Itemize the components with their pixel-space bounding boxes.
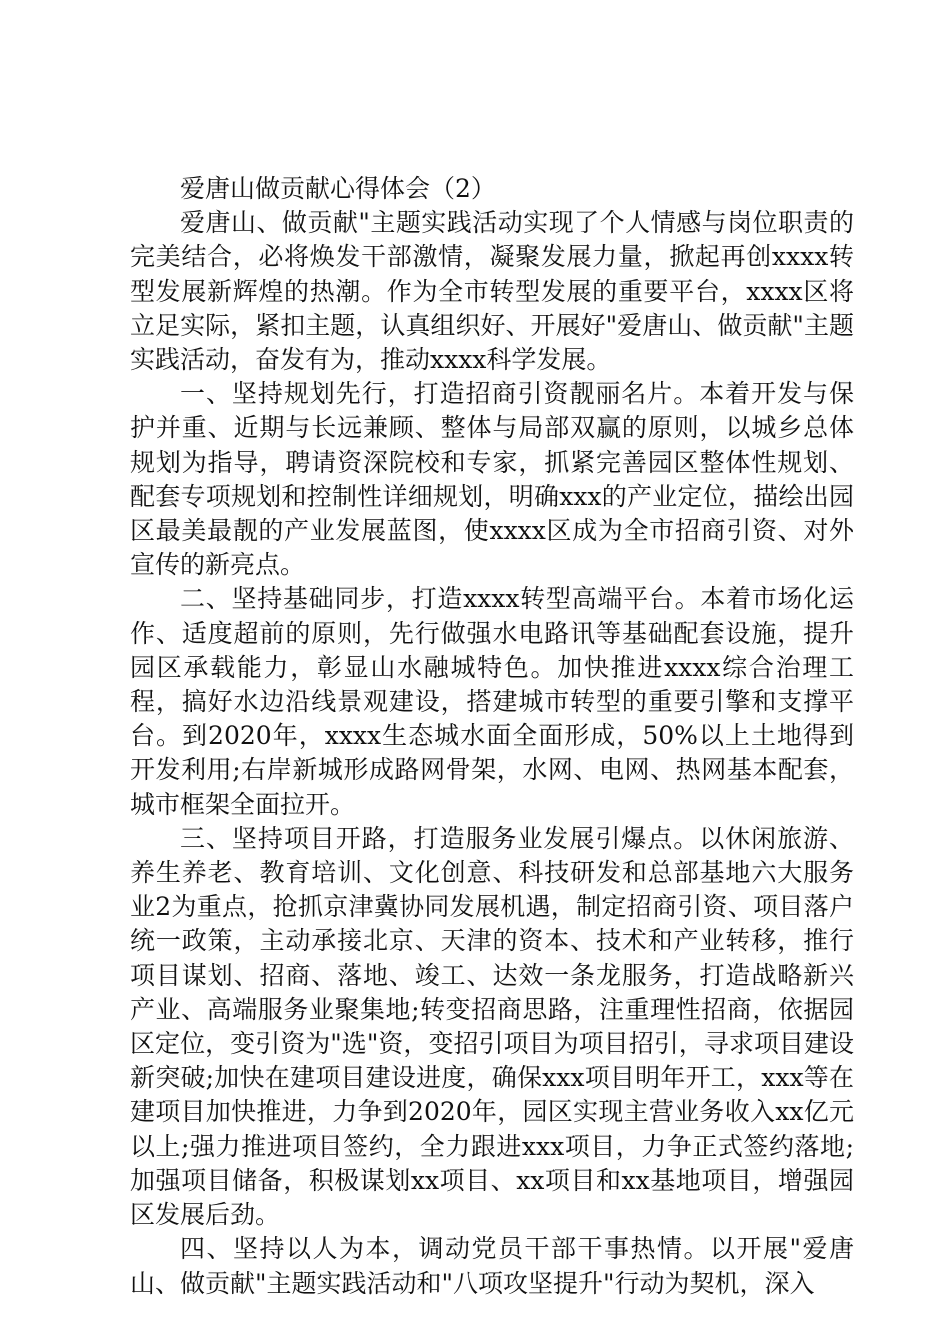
document-body	[130, 172, 854, 1301]
paragraph-section-1: 一、坚持规划先行，打造招商引资靓丽名片。本着开发与保护并重、近期与长远兼顾、整体与局部双赢的原则，以城乡总体规划为指导，聘请资深院校和专家，抓紧完善园区整体性规划、配套专项规划和控制性详细规划，明确xxx的产业定位，描绘出园区最美最靓的产业发展蓝图，使xxxx区成为全市招商引资、对外宣传的新亮点。	[130, 379, 854, 580]
paragraph-intro: 爱唐山、做贡献"主题实践活动实现了个人情感与岗位职责的完美结合，必将焕发干部激情，凝聚发展力量，掀起再创xxxx转型发展新辉煌的热潮。作为全市转型发展的重要平台，xxxx区将立足实际，紧扣主题，认真组织好、开展好"爱唐山、做贡献"主题实践活动，奋发有为，推动xxxx科学发展。	[130, 208, 854, 375]
paragraph-section-2: 二、坚持基础同步，打造xxxx转型高端平台。本着市场化运作、适度超前的原则，先行做强水电路讯等基础配套设施，提升园区承载能力，彰显山水融城特色。加快推进xxxx综合治理工程，搞好水边沿线景观建设，搭建城市转型的重要引擎和支撑平台。到2020年，xxxx生态城水面全面形成，50%以上土地得到开发利用;右岸新城形成路网骨架，水网、电网、热网基本配套，城市框架全面拉开。	[130, 584, 854, 819]
paragraph-section-3: 三、坚持项目开路，打造服务业发展引爆点。以休闲旅游、养生养老、教育培训、文化创意、科技研发和总部基地六大服务业2为重点，抢抓京津冀协同发展机遇，制定招商引资、项目落户统一政策，主动承接北京、天津的资本、技术和产业转移，推行项目谋划、招商、落地、竣工、达效一条龙服务，打造战略新兴产业、高端服务业聚集地;转变招商思路，注重理性招商，依据园区定位，变引资为"选"资，变招引项目为项目招引，寻求项目建设新突破;加快在建项目建设进度，确保xxx项目明年开工，xxx等在建项目加快推进，力争到2020年，园区实现主营业务收入xx亿元以上;强力推进项目签约，全力跟进xxx项目，力争正式签约落地;加强项目储备，积极谋划xx项目、xx项目和xx基地项目，增强园区发展后劲。	[130, 823, 854, 1230]
document-title: 爱唐山做贡献心得体会（2）	[180, 174, 496, 203]
paragraph-section-4: 四、坚持以人为本，调动党员干部干事热情。以开展"爱唐山、做贡献"主题实践活动和"八项攻坚提升"行动为契机，深入	[130, 1234, 854, 1298]
